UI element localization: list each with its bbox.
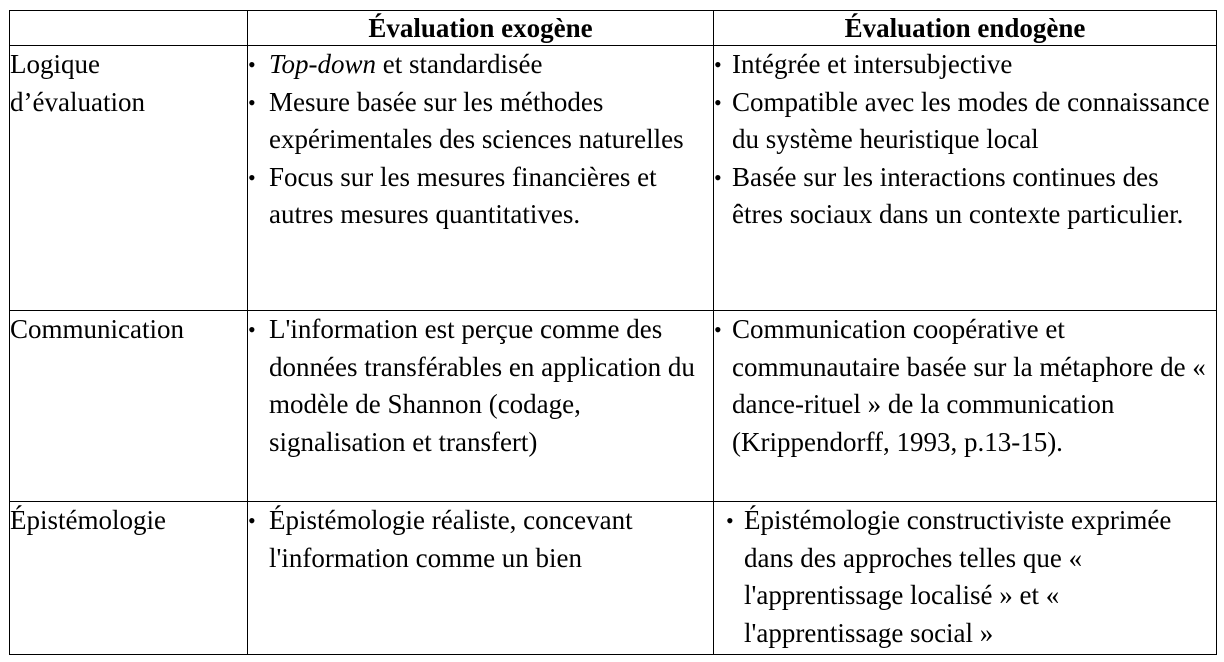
cell-epistemologie-exogene <box>248 502 714 655</box>
cell-communication-exogene <box>248 311 714 502</box>
bullet-icon: • <box>714 52 722 77</box>
list-item-text: Mesure basée sur les méthodes expérimentales des sciences naturelles <box>269 86 684 154</box>
bullet-icon: • <box>726 508 734 533</box>
bullet-icon: • <box>248 508 256 533</box>
header-row <box>10 11 1217 46</box>
row-label-line: d’évaluation <box>10 86 145 117</box>
bullet-icon: • <box>248 317 256 342</box>
bullet-icon: • <box>248 164 256 190</box>
list-item <box>248 311 713 461</box>
cell-communication-endogene <box>714 311 1217 502</box>
list-item-emphasis: Top-down <box>269 49 377 79</box>
evaluation-comparison-table <box>9 10 1217 655</box>
table-row <box>10 46 1217 311</box>
list-item-text: Épistémologie constructiviste exprimée dans des approches telles que « l'apprentissage localisé » et « l'apprentissage social » <box>744 505 1172 648</box>
list-item-text: Compatible avec les modes de connaissance du système heuristique local <box>732 86 1210 154</box>
row-label-line: Logique <box>10 49 100 79</box>
table-row <box>10 311 1217 502</box>
header-empty-cell <box>10 11 248 46</box>
list-item <box>248 159 713 234</box>
cell-logique-endogene <box>714 46 1217 311</box>
bullet-icon: • <box>248 52 256 77</box>
list-item-text: et standardisée <box>376 49 543 79</box>
list-item <box>248 46 713 84</box>
list-item-text: Focus sur les mesures financières et autres mesures quantitatives. <box>269 161 657 229</box>
list-item <box>714 311 1216 461</box>
row-label-logique <box>10 46 248 311</box>
list-item-text: Intégrée et intersubjective <box>732 49 1013 79</box>
row-label-line: Épistémologie <box>10 505 166 535</box>
bullet-icon: • <box>714 164 722 190</box>
bullet-icon: • <box>714 317 722 342</box>
list-item <box>726 502 1216 652</box>
list-item <box>714 84 1216 159</box>
list-item <box>248 84 713 159</box>
list-item <box>714 46 1216 84</box>
list-item <box>248 502 713 577</box>
header-endogene: Évaluation endogène <box>714 11 1217 46</box>
bullet-icon: • <box>714 89 722 115</box>
row-label-line: Communication <box>10 314 184 344</box>
list-item-text: Communication coopérative et communautaire basée sur la métaphore de « dance-rituel » de la communication (Krippendorff, 1993, p.13-15). <box>732 314 1206 457</box>
list-item-text: Basée sur les interactions continues des êtres sociaux dans un contexte particulier. <box>732 161 1184 229</box>
row-label-epistemologie <box>10 502 248 655</box>
row-label-communication <box>10 311 248 502</box>
cell-logique-exogene <box>248 46 714 311</box>
list-item-text: L'information est perçue comme des données transférables en application du modèle de Shannon (codage, signalisation et transfert) <box>269 314 695 457</box>
bullet-icon: • <box>248 89 256 115</box>
cell-epistemologie-endogene <box>714 502 1217 655</box>
table-row <box>10 502 1217 655</box>
list-item <box>714 159 1216 234</box>
header-exogene: Évaluation exogène <box>248 11 714 46</box>
list-item-text: Épistémologie réaliste, concevant l'information comme un bien <box>269 505 633 573</box>
